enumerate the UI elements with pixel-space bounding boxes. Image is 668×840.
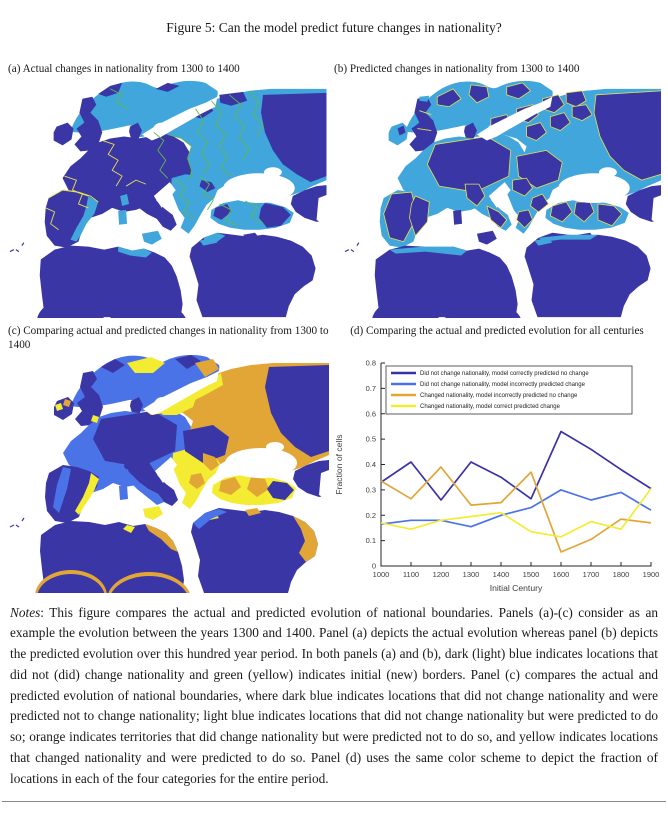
row-cd [7,355,668,593]
svg-text:Initial Century: Initial Century [489,582,543,593]
svg-text:0.4: 0.4 [365,459,376,469]
caption-panel-c: (c) Comparing actual and predicted changes in nationality from 1300 to 1400 [8,324,329,352]
captions-cd [8,324,660,353]
svg-text:Changed nationality, model cor: Changed nationality, model correct predicted change [420,403,560,410]
svg-text:0.8: 0.8 [365,358,376,368]
caption-panel-d: (d) Comparing the actual and predicted evolution for all centuries [350,324,644,337]
notes-label: Notes [10,604,41,620]
caption-panel-b: (b) Predicted changes in nationality from 1300 to 1400 [334,63,580,75]
svg-text:1700: 1700 [582,569,600,579]
figure-notes [10,603,658,790]
svg-text:Did not change nationality, mo: Did not change nationality, model incorrectly predicted change [420,381,585,388]
map-panel-c-comparison [7,355,329,593]
bottom-rule [2,801,666,802]
svg-text:0.2: 0.2 [365,510,376,520]
svg-text:1100: 1100 [402,569,420,579]
svg-text:0.3: 0.3 [365,485,376,495]
notes-text: : This figure compares the actual and predicted evolution of national boundaries. Panels (a)-(c) consider as an example the evolution between the years 1300 and 1400. Panel (a) depicts the actual evolution whereas panel (b) depicts the predicted evolution over this hundred year period. In both panels (a) and (b), dark (light) blue indicates locations that did not (did) change nationality and green (yellow) indicates initial (new) borders. Panel (c) compares the actual and predicted evolution of national boundaries, where dark blue indicates locations that did not change nationality and were predicted not to change nationality; light blue indicates locations that did not change nationality but were predicted to do so; orange indicates territories that did change nationality but were predicted not to do so, and yellow indicates locations that changed nationality and were predicted to do so. Panel (d) uses the same color scheme to depict the fraction of locations in each of the four categories for the entire period. [10,604,658,786]
svg-text:0.6: 0.6 [365,409,376,419]
captions-ab [8,62,660,77]
svg-text:0: 0 [371,561,376,571]
map-panel-b-predicted-changes [342,80,662,318]
svg-text:Did not change nationality, mo: Did not change nationality, model correctly predicted no change [420,370,589,377]
svg-text:1600: 1600 [552,569,570,579]
svg-text:0.7: 0.7 [365,383,376,393]
svg-text:1900: 1900 [642,569,660,579]
svg-text:Changed nationality, model inc: Changed nationality, model incorrectly predicted no change [420,392,578,399]
svg-text:1300: 1300 [462,569,480,579]
svg-text:1400: 1400 [492,569,510,579]
svg-text:1800: 1800 [612,569,630,579]
svg-text:0.5: 0.5 [365,434,376,444]
map-a-islets [10,242,24,251]
figure-title: Figure 5: Can the model predict future changes in nationality? [166,20,502,35]
caption-panel-a: (a) Actual changes in nationality from 1300 to 1400 [8,63,240,75]
svg-text:1500: 1500 [522,569,540,579]
svg-text:1200: 1200 [432,569,450,579]
map-b-islets [344,242,358,251]
svg-text:0.1: 0.1 [365,535,376,545]
svg-text:1000: 1000 [372,569,390,579]
century-chart [329,355,661,593]
map-panel-a-actual-changes [7,80,327,318]
maps-row-ab [7,80,661,318]
map-c-islets [10,518,24,527]
svg-text:Fraction of cells: Fraction of cells [334,434,344,495]
